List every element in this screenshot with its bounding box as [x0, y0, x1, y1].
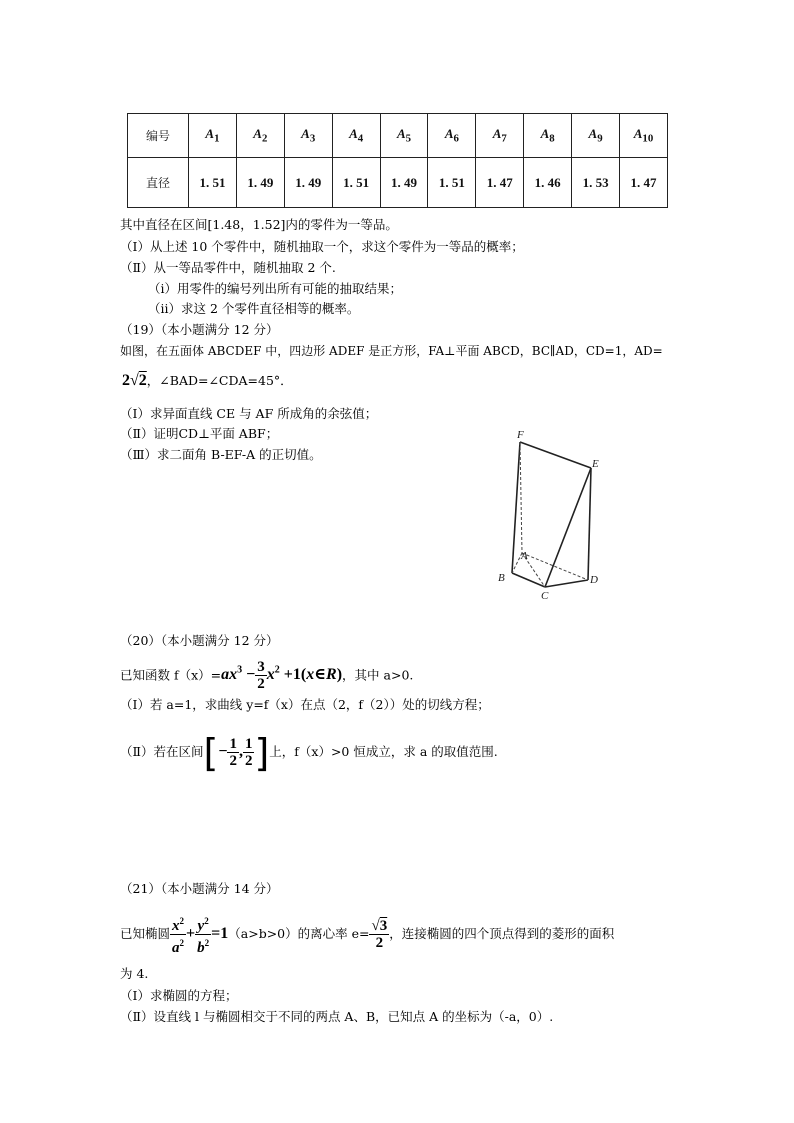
edge-ED	[588, 468, 591, 580]
edge-FE	[520, 442, 591, 468]
q21-part2: （Ⅱ）设直线 l 与椭圆相交于不同的两点 A、B，已知点 A 的坐标为（-a，0）.	[120, 1009, 554, 1024]
interval-expression: [− $\frac{1}{2}$ , $\frac{1}{2}$ ]	[203, 730, 270, 775]
table-cell-value: 1. 51	[189, 158, 237, 208]
q21-header: （21）（本小题满分 14 分）	[120, 881, 279, 896]
q21-part1: （Ⅰ）求椭圆的方程；	[120, 988, 238, 1003]
table-cell-value: 1. 47	[620, 158, 668, 208]
table-cell-id: $A_5$	[380, 114, 428, 158]
table-cell-value: 1. 47	[476, 158, 524, 208]
vertex-label-D: D	[590, 574, 598, 586]
pentahedron-figure	[492, 425, 612, 605]
ad-value: 2√2	[122, 372, 147, 389]
table-cell-value: 1. 51	[428, 158, 476, 208]
q19-intro-line2: 2√2，∠BAD=∠CDA=45°．	[122, 372, 293, 389]
table-cell-id: $A_7$	[476, 114, 524, 158]
q19-header: （19）（本小题满分 12 分）	[120, 322, 279, 337]
table-cell-id: $A_{10}$	[620, 114, 668, 158]
table-cell-id: $A_1$	[189, 114, 237, 158]
function-expression: $ax^3$ − $\frac{3}{2}$ $x^2$ +1(x∈R)	[221, 659, 343, 693]
table-cell-id: $A_3$	[284, 114, 332, 158]
q20-part1: （Ⅰ）若 a=1，求曲线 y=f（x）在点（2，f（2））处的切线方程；	[120, 697, 490, 712]
q20-intro: 已知函数 $f(x)=ax^3$ − $\frac{3}{2}$ $x^2$ +1(x∈R)，其中 a>0.	[120, 659, 414, 693]
table-value-row	[128, 158, 668, 208]
table-cell-value: 1. 49	[380, 158, 428, 208]
q18-part2-ii: （ⅱ）求这 2 个零件直径相等的概率。	[148, 301, 360, 316]
q18-part1: （Ⅰ）从上述 10 个零件中，随机抽取一个，求这个零件为一等品的概率；	[120, 239, 524, 254]
q20-header: （20）（本小题满分 12 分）	[120, 633, 279, 648]
vertex-label-B: B	[498, 572, 505, 584]
q18-part2: （Ⅱ）从一等品零件中，随机抽取 2 个.	[120, 260, 336, 275]
vertex-label-C: C	[541, 590, 549, 602]
diameter-table	[127, 113, 668, 208]
q21-intro-cont: 为 4.	[120, 966, 149, 981]
q19-part1: （Ⅰ）求异面直线 CE 与 AF 所成角的余弦值；	[120, 406, 378, 421]
edge-FA	[520, 442, 522, 553]
q19-intro-line1: 如图，在五面体 ABCDEF 中，四边形 ADEF 是正方形，FA⊥平面 ABCD，BC∥AD，CD=1，AD=	[120, 344, 663, 358]
table-cell-value: 1. 49	[284, 158, 332, 208]
table-cell-id: $A_8$	[524, 114, 572, 158]
table-cell-id: $A_6$	[428, 114, 476, 158]
q19-part2: （Ⅱ）证明CD⊥平面 ABF；	[120, 426, 279, 441]
edge-EC	[545, 468, 591, 587]
eccentricity-value: $\frac{√3}{2}$	[371, 917, 388, 951]
table-cell-id: $A_9$	[572, 114, 620, 158]
vertex-label-E: E	[592, 458, 599, 470]
table-header-label: 编号	[128, 114, 189, 158]
table-cell-id: $A_4$	[332, 114, 380, 158]
table-header-row	[128, 114, 668, 158]
ellipse-equation: $\frac{x^2}{a^2}$ + $\frac{y^2}{b^2}$ =1	[170, 925, 228, 942]
q18-line1: 其中直径在区间[1.48，1.52]内的零件为一等品。	[120, 217, 398, 232]
table-cell-value: 1. 51	[332, 158, 380, 208]
edge-CD	[545, 580, 588, 587]
table-cell-id: $A_2$	[236, 114, 284, 158]
edge-AD	[522, 553, 588, 580]
q18-part2-i: （ⅰ）用零件的编号列出所有可能的抽取结果；	[148, 281, 402, 296]
vertex-label-F: F	[517, 429, 524, 441]
q21-intro: 已知椭圆 $\frac{x^2}{a^2}$ + $\frac{y^2}{b^2}$ =1（a>b>0）的离心率 e= $\frac{√3}{2}$ ，连接椭圆的四个顶点得到的菱形的面积	[120, 912, 614, 956]
table-cell-value: 1. 53	[572, 158, 620, 208]
edge-FB	[512, 442, 520, 573]
vertex-label-A: A	[521, 550, 528, 562]
q19-part3: （Ⅲ）求二面角 B-EF-A 的正切值。	[120, 447, 322, 462]
table-cell-value: 1. 49	[236, 158, 284, 208]
table-cell-value: 1. 46	[524, 158, 572, 208]
q20-part2: （Ⅱ）若在区间[− $\frac{1}{2}$ , $\frac{1}{2}$ ]上，f（x）>0 恒成立，求 a 的取值范围.	[120, 730, 498, 775]
table-row-label: 直径	[128, 158, 189, 208]
